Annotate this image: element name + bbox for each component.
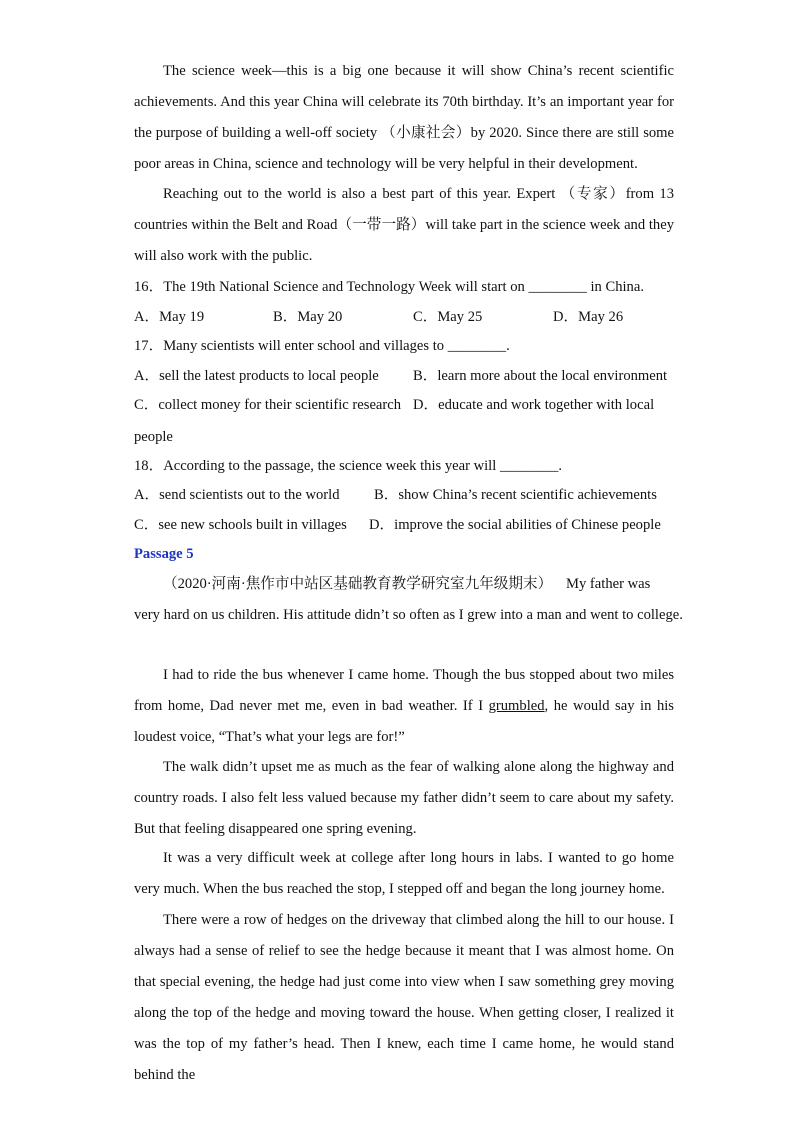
passage-5-intro-continued: very hard on us children. His attitude didn’t so often as I grew into a man and went to college. bbox=[134, 607, 683, 623]
q17-option-c: C．collect money for their scientific research bbox=[134, 397, 402, 413]
question-17-stem: 17．Many scientists will enter school and villages to ________. bbox=[134, 338, 510, 354]
paragraph-reaching-out: Reaching out to the world is also a best part of this year. Expert （专家）from 13 countries within the Belt and Road（一带一路）will take part in the science week and they will also work with the public. bbox=[134, 186, 674, 264]
paragraph-hedge: There were a row of hedges on the driveway that climbed along the hill to our house. I always had a sense of relief to see the hedge because it meant that I was almost home. On that special evening, the hedge had just come into view when I saw something grey moving along the top of the hedge and moving toward the house. When getting closer, I realized it was the top of my father’s head. Then I knew, each time I came home, he would stand behind the bbox=[134, 912, 674, 1083]
passage-5-source: （2020·河南·焦作市中站区基础教育教学研究室九年级期末） bbox=[163, 576, 553, 592]
q18-option-a: A．send scientists out to the world bbox=[134, 487, 340, 503]
q17-option-b: B．learn more about the local environment bbox=[413, 368, 668, 384]
paragraph-difficult-week: It was a very difficult week at college after long hours in labs. I wanted to go home very much. When the bus reached the stop, I stepped off and began the long journey home. bbox=[134, 850, 674, 897]
q18-option-c: C．see new schools built in villages bbox=[134, 517, 347, 533]
passage-5-title: Passage 5 bbox=[134, 546, 194, 562]
question-18-stem: 18．According to the passage, the science week this year will ________. bbox=[134, 458, 562, 474]
q16-option-c: C．May 25 bbox=[413, 309, 483, 325]
paragraph-walk: The walk didn’t upset me as much as the fear of walking alone along the highway and country roads. I also felt less valued because my father didn’t seem to care about my safety. But that feeling disappeared one spring evening. bbox=[134, 759, 674, 837]
q17-option-d: D．educate and work together with local bbox=[413, 397, 655, 413]
q18-option-d: D．improve the social abilities of Chinese people bbox=[369, 517, 661, 533]
underlined-word-grumbled: grumbled bbox=[488, 698, 545, 714]
question-16-stem: 16．The 19th National Science and Technology Week will start on ________ in China. bbox=[134, 279, 644, 295]
q16-option-b: B．May 20 bbox=[273, 309, 343, 325]
q17-option-a: A．sell the latest products to local people bbox=[134, 368, 379, 384]
paragraph-bus bbox=[134, 660, 674, 753]
q16-option-d: D．May 26 bbox=[553, 309, 624, 325]
paragraph-bus-start: I had to ride the bus whenever I came home. Though the bus stopped about two miles from home, Dad never met me, even in bad weather. If I bbox=[134, 667, 674, 714]
q18-option-b: B．show China’s recent scientific achievements bbox=[374, 487, 657, 503]
paragraph-science-week: The science week—this is a big one because it will show China’s recent scientific achievements. And this year China will celebrate its 70th birthday. It’s an important year for the purpose of building a well-off society （小康社会）by 2020. Since there are still some poor areas in China, science and technology will be very helpful in their development. bbox=[134, 63, 674, 172]
passage-5-intro-start: My father was bbox=[566, 576, 651, 592]
paragraph-bus-end: , he would say in his loudest voice, “That’s what your legs are for!” bbox=[134, 698, 674, 745]
q16-option-a: A．May 19 bbox=[134, 309, 205, 325]
q17-option-d-continued: people bbox=[134, 429, 173, 445]
